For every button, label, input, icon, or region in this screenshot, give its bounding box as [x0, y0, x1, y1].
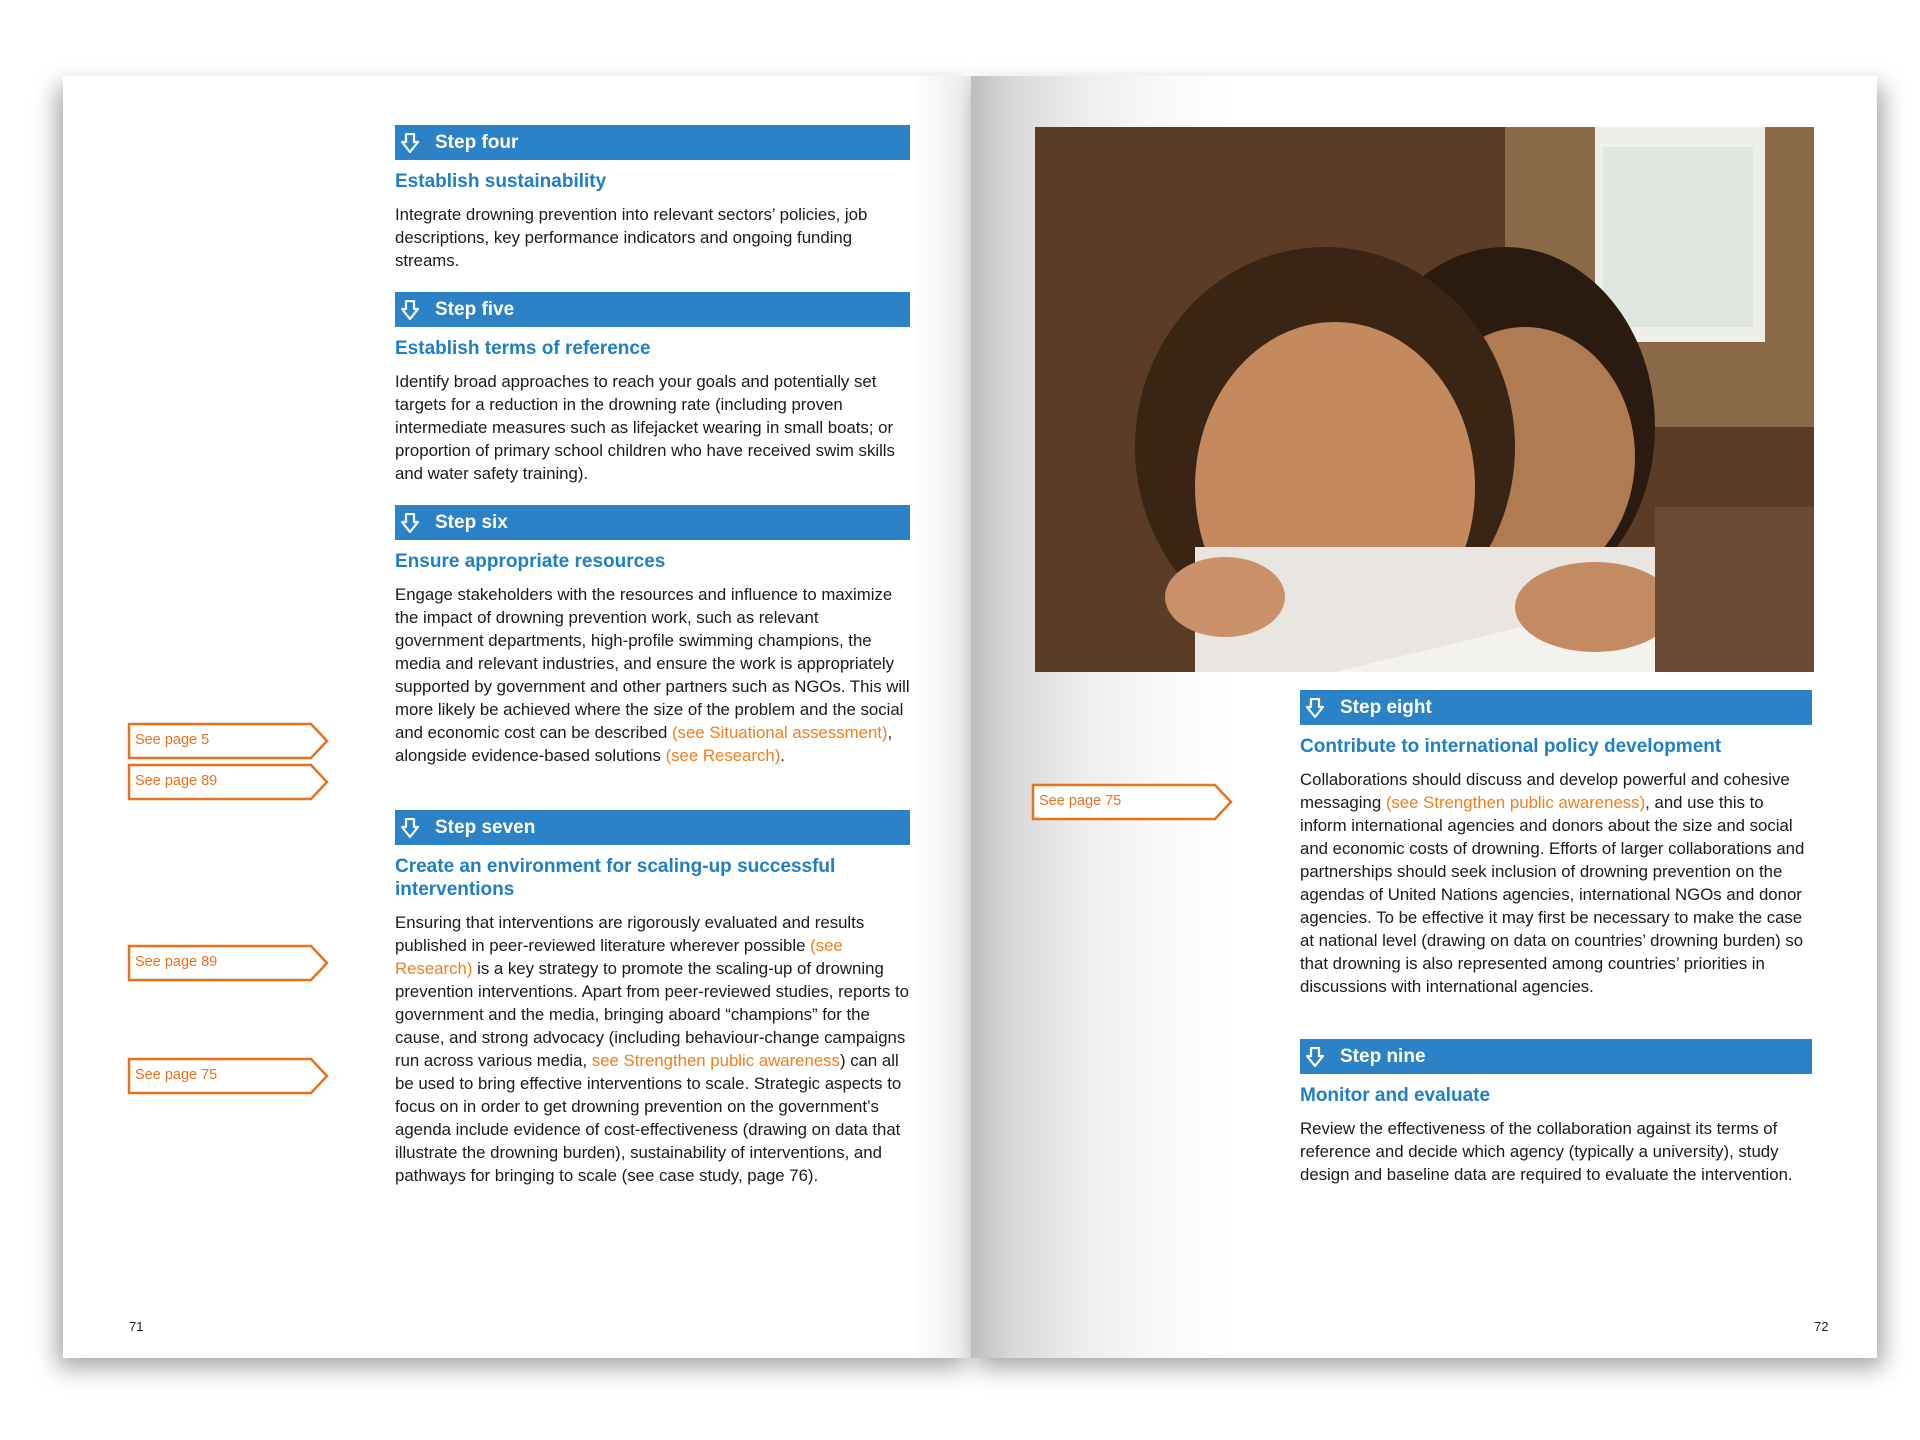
- cross-reference-link[interactable]: see Strengthen public awareness: [591, 1051, 840, 1070]
- see-page-tag[interactable]: [1031, 783, 1235, 821]
- arrow-down-icon: [1306, 698, 1340, 718]
- body-text-segment: Ensuring that interventions are rigorously evaluated and results published in peer-reviewed literature wherever possible: [395, 913, 865, 955]
- step-block: [395, 125, 910, 272]
- step-heading: Establish sustainability: [395, 171, 607, 192]
- tag-label: See page 89: [135, 954, 218, 970]
- page-number: 71: [129, 1319, 144, 1334]
- step-header-bar: [395, 125, 910, 160]
- step-heading: Ensure appropriate resources: [395, 551, 666, 572]
- arrow-down-icon: [401, 818, 435, 838]
- cross-reference-link[interactable]: (see Research): [395, 936, 843, 978]
- cross-reference-link[interactable]: (see Research): [665, 746, 781, 765]
- body-text-segment: ) can all be used to bring effective interventions to scale. Strategic aspects to focus on in order to get drowning prevention on the government’s agenda include evidence of cost-effectiveness (drawing on data that illustrate the drowning burden), sustainability of interventions, and pathways for bringing to scale (see case study, page 76).: [395, 1051, 902, 1185]
- tag-label: See page 89: [135, 773, 218, 789]
- step-label: Step seven: [435, 816, 536, 838]
- cross-reference-link[interactable]: (see Strengthen public awareness): [1385, 793, 1646, 812]
- step-header-bar: [1300, 1039, 1812, 1074]
- body-text-segment: .: [780, 746, 785, 765]
- step-block: [395, 810, 910, 1187]
- children-reading-photo: [1035, 127, 1814, 672]
- body-text-segment: Identify broad approaches to reach your goals and potentially set targets for a reduction in the drowning rate (including proven intermediate measures such as lifejacket wearing in small boats; or proportion of primary school children who have received swim skills and water safety training).: [395, 372, 895, 483]
- tag-label: See page 75: [1039, 793, 1122, 809]
- step-label: Step five: [435, 298, 515, 320]
- step-body: [395, 583, 910, 767]
- step-body: [395, 203, 910, 272]
- see-page-tag[interactable]: [127, 1057, 331, 1095]
- page-number: 72: [1814, 1319, 1829, 1334]
- step-body: [395, 911, 910, 1187]
- see-page-tag[interactable]: [127, 944, 331, 982]
- step-block: [1300, 1039, 1812, 1186]
- step-body: [1300, 1117, 1812, 1186]
- body-text-segment: Collaborations should discuss and develop powerful and cohesive messaging: [1300, 770, 1790, 812]
- body-text-segment: , alongside evidence-based solutions: [395, 723, 893, 765]
- step-heading: Establish terms of reference: [395, 338, 651, 359]
- body-text-segment: , and use this to inform international agencies and donors about the size and social and economic costs of drowning. Efforts of larger collaborations and partnerships should seek inclusion of drowning prevention on the agendas of United Nations agencies, international NGOs and donor agencies. To be effective it may first be necessary to make the case at national level (drawing on data on countries’ drowning burden) so that drowning is also represented among countries’ priorities in discussions with international agencies.: [1300, 793, 1805, 996]
- cross-reference-link[interactable]: (see Situational assessment): [672, 723, 888, 742]
- step-body: [1300, 768, 1812, 998]
- see-page-tag[interactable]: [127, 763, 331, 801]
- step-heading: Create an environment for scaling-up successful interventions: [395, 856, 836, 900]
- step-block: [1300, 690, 1812, 998]
- tag-label: See page 5: [135, 732, 210, 748]
- arrow-down-icon: [401, 133, 435, 153]
- body-text-segment: Engage stakeholders with the resources and influence to maximize the impact of drowning prevention work, such as relevant government departments, high-profile swimming champions, the media and relevant industries, and ensure the work is appropriately supported by government and other partners such as NGOs. This will more likely be achieved where the size of the problem and the social and economic cost can be described: [395, 585, 910, 742]
- step-header-bar: [395, 810, 910, 845]
- step-label: Step eight: [1340, 696, 1432, 718]
- step-block: [395, 505, 910, 767]
- arrow-down-icon: [401, 300, 435, 320]
- tag-label: See page 75: [135, 1067, 218, 1083]
- arrow-down-icon: [401, 513, 435, 533]
- see-page-tag[interactable]: [127, 722, 331, 760]
- photo-illustration: [1035, 127, 1814, 672]
- step-label: Step four: [435, 131, 519, 153]
- step-heading: Monitor and evaluate: [1300, 1085, 1491, 1106]
- body-text-segment: Integrate drowning prevention into relevant sectors’ policies, job descriptions, key performance indicators and ongoing funding streams.: [395, 205, 868, 270]
- step-block: [395, 292, 910, 485]
- arrow-down-icon: [1306, 1047, 1340, 1067]
- body-text-segment: is a key strategy to promote the scaling-up of drowning prevention interventions. Apart from peer-reviewed studies, reports to government and the media, bringing aboard “champions” for the cause, and strong advocacy (including behaviour-change campaigns run across various media,: [395, 959, 909, 1070]
- step-body: [395, 370, 910, 485]
- step-label: Step nine: [1340, 1045, 1426, 1067]
- step-header-bar: [395, 505, 910, 540]
- step-heading: Contribute to international policy development: [1300, 736, 1722, 757]
- step-header-bar: [1300, 690, 1812, 725]
- body-text-segment: Review the effectiveness of the collaboration against its terms of reference and decide which agency (typically a university), study design and baseline data are required to evaluate the intervention.: [1300, 1119, 1793, 1184]
- step-label: Step six: [435, 511, 508, 533]
- step-header-bar: [395, 292, 910, 327]
